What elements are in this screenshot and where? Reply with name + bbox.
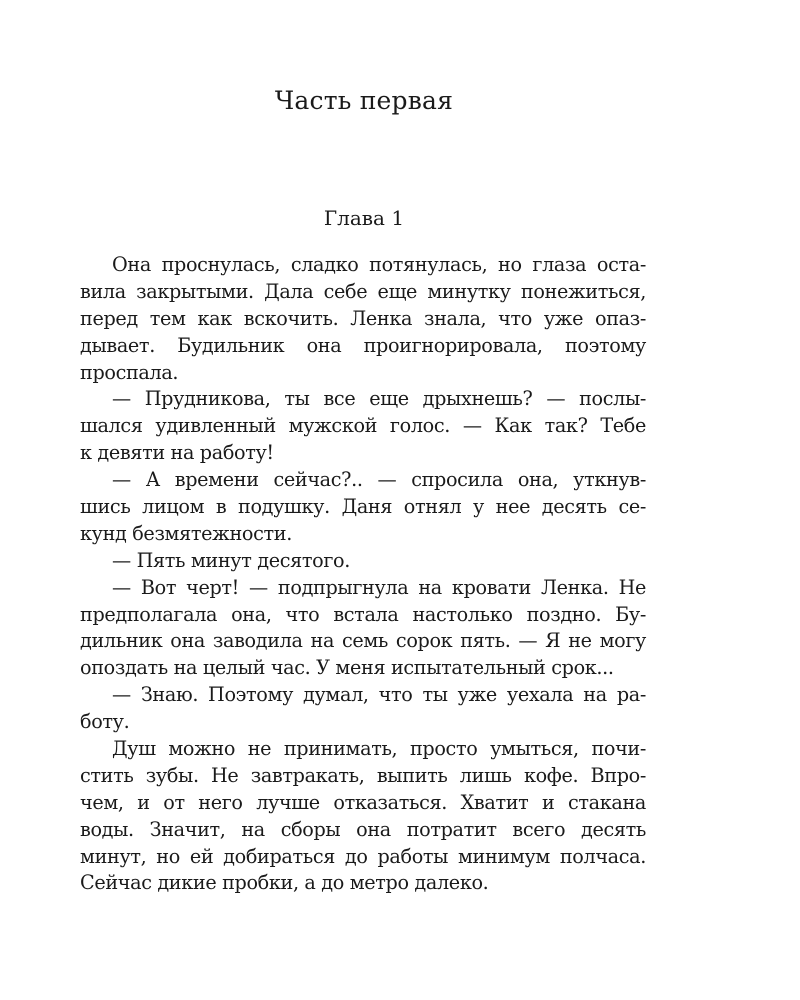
text-line: боту. xyxy=(80,710,130,734)
chapter-body xyxy=(80,252,646,897)
text-line: чем, и от него лучше отказаться. Хватит и стакана xyxy=(80,790,646,814)
text-line: воды. Значит, на сборы она потратит всего десять xyxy=(80,817,646,841)
text-line: Она проснулась, сладко потянулась, но глаза оста- xyxy=(112,253,646,276)
text-line: Душ можно не принимать, просто умыться, почи- xyxy=(112,737,646,761)
text-line: опоздать на целый час. У меня испытательный срок... xyxy=(80,656,614,680)
part-title: Часть первая xyxy=(274,86,454,115)
text-line: дильник она заводила на семь сорок пять. — Я не могу xyxy=(80,629,646,653)
text-line: стить зубы. Не завтракать, выпить лишь кофе. Впро- xyxy=(80,763,646,787)
text-line: проспала. xyxy=(80,360,179,384)
text-line: вила закрытыми. Дала себе еще минутку понежиться, xyxy=(80,279,646,303)
text-line: перед тем как вскочить. Ленка знала, что уже опаз- xyxy=(80,306,646,330)
text-line: — Вот черт! — подпрыгнула на кровати Ленка. Не xyxy=(112,575,646,599)
text-line: предполагала она, что встала настолько поздно. Бу- xyxy=(80,602,646,626)
text-line: — Знаю. Поэтому думал, что ты уже уехала на ра- xyxy=(112,683,646,707)
text-line: — А времени сейчас?.. — спросила она, уткнув- xyxy=(112,468,646,492)
text-line: к девяти на работу! xyxy=(80,441,274,465)
text-line: дывает. Будильник она проигнорировала, поэтому xyxy=(80,333,646,357)
text-line: — Пять минут десятого. xyxy=(112,548,350,572)
text-line: Сейчас дикие пробки, а до метро далеко. xyxy=(80,871,489,895)
text-line: шись лицом в подушку. Даня отнял у нее десять се- xyxy=(80,495,646,519)
text-line: — Прудникова, ты все еще дрыхнешь? — послы- xyxy=(112,387,646,411)
text-line: кунд безмятежности. xyxy=(80,521,292,545)
chapter-title: Глава 1 xyxy=(323,206,405,230)
text-line: шался удивленный мужской голос. — Как так? Тебе xyxy=(80,414,646,438)
text-line: минут, но ей добираться до работы минимум полчаса. xyxy=(80,844,646,868)
